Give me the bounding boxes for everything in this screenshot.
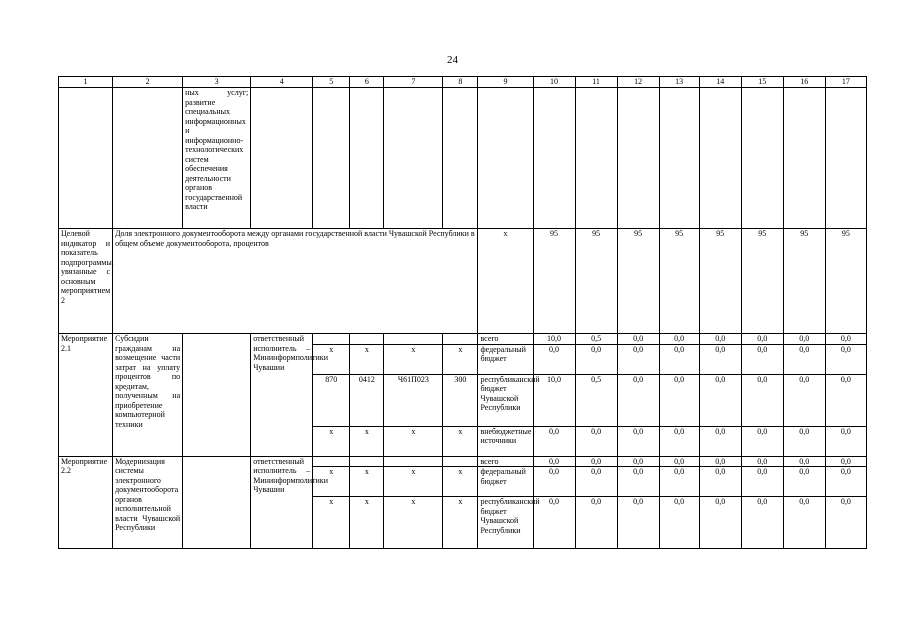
code-cell: х: [443, 344, 478, 374]
indicator-label: Целевой индикатор и показатель подпрограммы, увязанные с основным мероприятием 2: [59, 229, 113, 334]
funding-source: внебюджетные источники: [478, 426, 533, 456]
value-cell: 0,0: [825, 374, 866, 426]
value-cell: 0,0: [783, 467, 825, 497]
value-cell: 0,0: [741, 467, 783, 497]
indicator-value: 95: [783, 229, 825, 334]
value-cell: 0,0: [575, 344, 617, 374]
value-cell: 0,0: [699, 374, 741, 426]
column-header: 10: [533, 77, 575, 88]
funding-source: федеральный бюджет: [478, 344, 533, 374]
value-cell: 0,0: [617, 374, 659, 426]
continuation-row: [59, 88, 867, 229]
code-cell: х: [350, 344, 384, 374]
code-cell: [350, 456, 384, 467]
value-cell: 0,0: [659, 426, 699, 456]
cell: [384, 88, 443, 229]
column-header: 4: [251, 77, 313, 88]
code-cell: х: [384, 467, 443, 497]
value-cell: 0,0: [575, 467, 617, 497]
value-cell: 0,0: [783, 334, 825, 345]
value-cell: 0,0: [825, 426, 866, 456]
value-cell: 0,0: [741, 456, 783, 467]
indicator-text: Доля электронного документооборота между органами государственной власти Чувашской Республики в общем объеме документооборота, процентов: [113, 229, 478, 334]
code-cell: х: [313, 344, 350, 374]
value-cell: 0,0: [699, 456, 741, 467]
value-cell: 0,0: [617, 467, 659, 497]
value-cell: 0,0: [659, 456, 699, 467]
cell: [533, 88, 575, 229]
value-cell: 0,0: [741, 344, 783, 374]
code-cell: [443, 334, 478, 345]
value-cell: 0,0: [825, 497, 866, 549]
indicator-value: 95: [617, 229, 659, 334]
cell: [659, 88, 699, 229]
value-cell: 0,0: [699, 426, 741, 456]
value-cell: 0,0: [659, 344, 699, 374]
column-header: 17: [825, 77, 866, 88]
cell: [617, 88, 659, 229]
indicator-value: 95: [659, 229, 699, 334]
value-cell: 0,0: [699, 334, 741, 345]
indicator-value: 95: [575, 229, 617, 334]
continuation-text: ных услуг; развитие специальных информационных и информационно-технологических систем обеспечения деятельности органов государственной власти: [183, 88, 251, 229]
measure-row: [59, 456, 867, 467]
indicator-row: [59, 229, 867, 334]
code-cell: [443, 456, 478, 467]
page-number: 24: [447, 54, 458, 66]
code-cell: [384, 456, 443, 467]
cell: [741, 88, 783, 229]
responsible: ответственный исполнитель – Мининформполитики Чувашии: [251, 334, 313, 457]
indicator-col9: х: [478, 229, 533, 334]
value-cell: 0,0: [741, 426, 783, 456]
responsible: ответственный исполнитель – Мининформполитики Чувашии: [251, 456, 313, 549]
code-cell: х: [443, 497, 478, 549]
column-header: 16: [783, 77, 825, 88]
column-header: 3: [183, 77, 251, 88]
code-cell: [384, 334, 443, 345]
code-cell: [313, 334, 350, 345]
cell: [783, 88, 825, 229]
value-cell: 0,5: [575, 334, 617, 345]
measure-name: Мероприятие 2.1: [59, 334, 113, 457]
value-cell: 0,0: [741, 374, 783, 426]
value-cell: 0,0: [617, 426, 659, 456]
funding-source: республиканский бюджет Чувашской Республики: [478, 374, 533, 426]
value-cell: 0,0: [741, 497, 783, 549]
indicator-value: 95: [741, 229, 783, 334]
code-cell: х: [313, 497, 350, 549]
code-cell: 870: [313, 374, 350, 426]
value-cell: 0,0: [575, 497, 617, 549]
value-cell: 0,0: [783, 426, 825, 456]
funding-source: всего: [478, 456, 533, 467]
code-cell: х: [384, 497, 443, 549]
funding-source: федеральный бюджет: [478, 467, 533, 497]
funding-source: всего: [478, 334, 533, 345]
code-cell: Ч61П023: [384, 374, 443, 426]
value-cell: 0,0: [617, 334, 659, 345]
measure-row: [59, 334, 867, 345]
code-cell: х: [350, 426, 384, 456]
column-header: 9: [478, 77, 533, 88]
code-cell: х: [443, 426, 478, 456]
value-cell: 0,0: [659, 467, 699, 497]
code-cell: [350, 334, 384, 345]
budget-table: [58, 76, 867, 549]
cell: [443, 88, 478, 229]
indicator-value: 95: [533, 229, 575, 334]
value-cell: 10,0: [533, 374, 575, 426]
column-header: 14: [699, 77, 741, 88]
value-cell: 0,0: [533, 344, 575, 374]
code-cell: х: [443, 467, 478, 497]
value-cell: 0,0: [533, 456, 575, 467]
value-cell: 0,0: [783, 374, 825, 426]
value-cell: 0,5: [575, 374, 617, 426]
value-cell: 0,0: [741, 334, 783, 345]
measure-desc: Модернизация системы электронного документооборота органов исполнительной власти Чувашской Республики: [113, 456, 183, 549]
column-header: 6: [350, 77, 384, 88]
column-header: 7: [384, 77, 443, 88]
value-cell: 0,0: [617, 456, 659, 467]
value-cell: 0,0: [575, 426, 617, 456]
value-cell: 0,0: [825, 467, 866, 497]
measure-name: Мероприятие 2.2: [59, 456, 113, 549]
value-cell: 0,0: [825, 344, 866, 374]
code-cell: х: [350, 497, 384, 549]
value-cell: 0,0: [659, 497, 699, 549]
value-cell: 0,0: [699, 497, 741, 549]
cell: [183, 334, 251, 457]
code-cell: х: [384, 426, 443, 456]
column-header: 2: [113, 77, 183, 88]
column-header: 5: [313, 77, 350, 88]
value-cell: 0,0: [783, 344, 825, 374]
indicator-value: 95: [825, 229, 866, 334]
header-row: [59, 77, 867, 88]
cell: [350, 88, 384, 229]
value-cell: 0,0: [575, 456, 617, 467]
measure-desc: Субсидии гражданам на возмещение части затрат на уплату процентов по кредитам, полученным на приобретение компьютерной техники: [113, 334, 183, 457]
column-header: 11: [575, 77, 617, 88]
column-header: 13: [659, 77, 699, 88]
cell: [183, 456, 251, 549]
value-cell: 0,0: [617, 497, 659, 549]
value-cell: 0,0: [533, 467, 575, 497]
cell: [313, 88, 350, 229]
cell: [478, 88, 533, 229]
code-cell: 300: [443, 374, 478, 426]
value-cell: 0,0: [825, 456, 866, 467]
value-cell: 0,0: [699, 344, 741, 374]
value-cell: 0,0: [659, 334, 699, 345]
funding-source: республиканский бюджет Чувашской Республики: [478, 497, 533, 549]
indicator-value: 95: [699, 229, 741, 334]
value-cell: 0,0: [659, 374, 699, 426]
cell: [699, 88, 741, 229]
column-header: 8: [443, 77, 478, 88]
cell: [825, 88, 866, 229]
code-cell: х: [313, 467, 350, 497]
value-cell: 0,0: [825, 334, 866, 345]
code-cell: х: [313, 426, 350, 456]
cell: [575, 88, 617, 229]
column-header: 1: [59, 77, 113, 88]
cell: [113, 88, 183, 229]
code-cell: [313, 456, 350, 467]
value-cell: 0,0: [533, 497, 575, 549]
code-cell: х: [350, 467, 384, 497]
value-cell: 0,0: [783, 456, 825, 467]
code-cell: х: [384, 344, 443, 374]
cell: [59, 88, 113, 229]
value-cell: 0,0: [533, 426, 575, 456]
value-cell: 10,0: [533, 334, 575, 345]
value-cell: 0,0: [699, 467, 741, 497]
value-cell: 0,0: [617, 344, 659, 374]
column-header: 15: [741, 77, 783, 88]
code-cell: 0412: [350, 374, 384, 426]
column-header: 12: [617, 77, 659, 88]
value-cell: 0,0: [783, 497, 825, 549]
cell: [251, 88, 313, 229]
